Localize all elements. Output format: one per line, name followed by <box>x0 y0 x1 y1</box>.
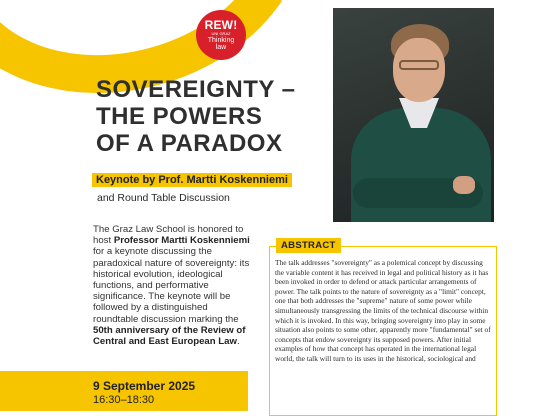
round-table-label: and Round Table Discussion <box>97 192 230 204</box>
event-date: 9 September 2025 <box>93 379 196 393</box>
abstract-label: ABSTRACT <box>276 238 341 253</box>
event-time: 16:30–18:30 <box>93 394 155 406</box>
title-line-3: OF A PARADOX <box>96 130 283 157</box>
keynote-speaker-label: Keynote by Prof. Martti Koskenniemi <box>92 173 292 187</box>
abstract-text: The talk addresses "sovereignty" as a polemical concept by discussing the variable content it has received in legal and political history as it has been invoked in order to defend or attack particular arrangements of power. The talk points to the nature of sovereignty as a "limit" concept, one that both addresses the "supreme" nature of some power while simultaneously transgressing the limits of the technical discourse within which it is invoked. In this way, bringing sovereignty into play in some situation also points to some other, apparently more "fundamental" set of concepts that endow sovereignty its supposed powers. After initial examples of how that concept has operated in the international legal world, the talk will turn to its uses in the historical, sociological and <box>275 258 491 363</box>
speaker-portrait <box>333 8 494 222</box>
anniversary-highlight: 50th anniversary of the Review of Central and East European Law <box>93 324 246 348</box>
rew-logo-badge: REW! UNI GRAZ Thinking law <box>196 10 246 60</box>
event-description: The Graz Law School is honored to host Professor Martti Koskenniemi for a keynote discussing the paradoxical nature of sovereignty: its historical evolution, ideological functions, and performative significance. The keynote will be followed by a distinguished roundtable discussion marking the 50th anniversary of the Review of Central and East European Law. <box>93 224 250 348</box>
event-title <box>96 76 326 157</box>
title-line-1: SOVEREIGNTY – <box>96 76 296 103</box>
title-line-2: THE POWERS <box>96 103 263 130</box>
speaker-name: Professor Martti Koskenniemi <box>113 235 250 247</box>
